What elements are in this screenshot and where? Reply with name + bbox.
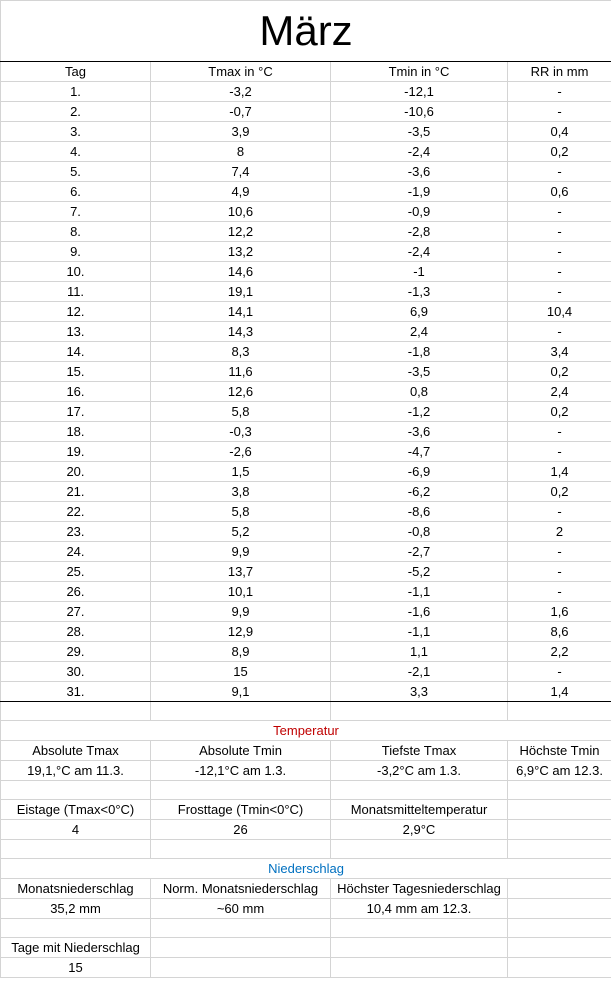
cell-tmin: -1,1	[331, 622, 508, 642]
cell-day: 20.	[1, 462, 151, 482]
cell-tmax: 10,6	[151, 202, 331, 222]
value-frost-days: 26	[151, 820, 331, 840]
cell-rr: -	[508, 102, 611, 122]
cell-day: 16.	[1, 382, 151, 402]
cell-tmax: 10,1	[151, 582, 331, 602]
table-row	[1, 522, 611, 542]
table-row	[1, 442, 611, 462]
cell-tmax: 12,9	[151, 622, 331, 642]
cell-tmax: 3,8	[151, 482, 331, 502]
label-abs-tmax: Absolute Tmax	[1, 741, 151, 761]
cell-day: 30.	[1, 662, 151, 682]
cell-tmax: 5,8	[151, 502, 331, 522]
table-row	[1, 502, 611, 522]
cell-tmin: -6,9	[331, 462, 508, 482]
cell-rr: -	[508, 662, 611, 682]
cell-rr: 8,6	[508, 622, 611, 642]
cell-rr: 0,2	[508, 142, 611, 162]
temperature-heading-row	[1, 721, 611, 741]
empty-row	[1, 781, 611, 800]
cell-day: 8.	[1, 222, 151, 242]
cell-day: 24.	[1, 542, 151, 562]
temp-values-row-2	[1, 820, 611, 840]
label-empty	[508, 800, 611, 820]
table-row	[1, 462, 611, 482]
cell-day: 18.	[1, 422, 151, 442]
cell-tmin: -3,6	[331, 422, 508, 442]
cell-tmax: 19,1	[151, 282, 331, 302]
value-abs-tmax: 19,1,°C am 11.3.	[1, 761, 151, 781]
cell-tmin: -8,6	[331, 502, 508, 522]
cell-rr: 1,4	[508, 682, 611, 702]
cell-day: 29.	[1, 642, 151, 662]
value-empty	[508, 958, 611, 978]
table-row	[1, 282, 611, 302]
table-row	[1, 682, 611, 702]
cell-day: 27.	[1, 602, 151, 622]
rain-values-row-2	[1, 958, 611, 978]
value-max-daily-precip: 10,4 mm am 12.3.	[331, 899, 508, 919]
temp-labels-row-2	[1, 800, 611, 820]
cell-tmax: 11,6	[151, 362, 331, 382]
cell-day: 11.	[1, 282, 151, 302]
cell-day: 31.	[1, 682, 151, 702]
cell-rr: 10,4	[508, 302, 611, 322]
cell-rr: -	[508, 262, 611, 282]
table-row	[1, 642, 611, 662]
cell-day: 17.	[1, 402, 151, 422]
header-tmax: Tmax in °C	[151, 62, 331, 82]
table-row	[1, 662, 611, 682]
cell-rr: 0,4	[508, 122, 611, 142]
temp-labels-row-1	[1, 741, 611, 761]
cell-tmin: -5,2	[331, 562, 508, 582]
cell-day: 9.	[1, 242, 151, 262]
table-row	[1, 542, 611, 562]
cell-tmax: 4,9	[151, 182, 331, 202]
label-empty	[508, 879, 611, 899]
label-rain-days: Tage mit Niederschlag	[1, 938, 151, 958]
cell-tmin: -1,3	[331, 282, 508, 302]
cell-rr: 2,2	[508, 642, 611, 662]
cell-tmin: -0,8	[331, 522, 508, 542]
cell-day: 12.	[1, 302, 151, 322]
table-row	[1, 402, 611, 422]
rain-values-row-1	[1, 899, 611, 919]
table-row	[1, 582, 611, 602]
cell-tmax: 7,4	[151, 162, 331, 182]
table-row	[1, 422, 611, 442]
cell-tmax: 1,5	[151, 462, 331, 482]
cell-rr: -	[508, 242, 611, 262]
cell-day: 15.	[1, 362, 151, 382]
value-lowest-tmax: -3,2°C am 1.3.	[331, 761, 508, 781]
cell-day: 23.	[1, 522, 151, 542]
table-row	[1, 102, 611, 122]
table-row	[1, 382, 611, 402]
cell-day: 6.	[1, 182, 151, 202]
cell-tmin: -2,1	[331, 662, 508, 682]
rain-labels-row-2	[1, 938, 611, 958]
value-monthly-precip: 35,2 mm	[1, 899, 151, 919]
cell-tmin: -1,6	[331, 602, 508, 622]
table-row	[1, 302, 611, 322]
table-row	[1, 242, 611, 262]
cell-day: 3.	[1, 122, 151, 142]
label-norm-precip: Norm. Monatsniederschlag	[151, 879, 331, 899]
cell-tmin: -3,5	[331, 122, 508, 142]
table-row	[1, 142, 611, 162]
cell-rr: 0,2	[508, 402, 611, 422]
cell-rr: 0,2	[508, 362, 611, 382]
cell-rr: -	[508, 202, 611, 222]
cell-tmax: 12,6	[151, 382, 331, 402]
cell-tmin: -1,1	[331, 582, 508, 602]
cell-day: 7.	[1, 202, 151, 222]
cell-rr: 0,2	[508, 482, 611, 502]
cell-rr: 2	[508, 522, 611, 542]
table-row	[1, 82, 611, 102]
cell-tmax: 14,1	[151, 302, 331, 322]
rain-labels-row-1	[1, 879, 611, 899]
value-highest-tmin: 6,9°C am 12.3.	[508, 761, 611, 781]
label-empty	[331, 938, 508, 958]
header-rr: RR in mm	[508, 62, 611, 82]
cell-tmax: 8	[151, 142, 331, 162]
cell-day: 10.	[1, 262, 151, 282]
cell-tmin: -2,4	[331, 142, 508, 162]
table-row	[1, 482, 611, 502]
cell-day: 21.	[1, 482, 151, 502]
cell-rr: -	[508, 322, 611, 342]
cell-day: 25.	[1, 562, 151, 582]
label-monthly-precip: Monatsniederschlag	[1, 879, 151, 899]
month-title: März	[1, 1, 611, 62]
label-max-daily-precip: Höchster Tagesniederschlag	[331, 879, 508, 899]
cell-rr: 2,4	[508, 382, 611, 402]
cell-tmin: -10,6	[331, 102, 508, 122]
cell-rr: 0,6	[508, 182, 611, 202]
value-empty	[508, 820, 611, 840]
precipitation-heading: Niederschlag	[1, 859, 611, 879]
table-row	[1, 122, 611, 142]
cell-tmin: -2,4	[331, 242, 508, 262]
cell-rr: -	[508, 582, 611, 602]
empty-row	[1, 702, 611, 721]
cell-tmin: -0,9	[331, 202, 508, 222]
cell-day: 2.	[1, 102, 151, 122]
value-abs-tmin: -12,1°C am 1.3.	[151, 761, 331, 781]
cell-tmin: -1,2	[331, 402, 508, 422]
cell-tmax: -3,2	[151, 82, 331, 102]
cell-day: 4.	[1, 142, 151, 162]
cell-day: 13.	[1, 322, 151, 342]
table-row	[1, 622, 611, 642]
cell-rr: -	[508, 162, 611, 182]
label-lowest-tmax: Tiefste Tmax	[331, 741, 508, 761]
value-empty	[508, 899, 611, 919]
cell-tmax: 15	[151, 662, 331, 682]
cell-rr: -	[508, 502, 611, 522]
table-row	[1, 162, 611, 182]
table-row	[1, 222, 611, 242]
cell-tmin: 3,3	[331, 682, 508, 702]
precipitation-heading-row	[1, 859, 611, 879]
cell-tmin: -12,1	[331, 82, 508, 102]
label-empty	[508, 938, 611, 958]
label-abs-tmin: Absolute Tmin	[151, 741, 331, 761]
label-ice-days: Eistage (Tmax<0°C)	[1, 800, 151, 820]
cell-tmax: 13,2	[151, 242, 331, 262]
cell-tmax: 3,9	[151, 122, 331, 142]
table-row	[1, 202, 611, 222]
value-mean-temp: 2,9°C	[331, 820, 508, 840]
header-day: Tag	[1, 62, 151, 82]
cell-tmin: -1,9	[331, 182, 508, 202]
cell-rr: 1,6	[508, 602, 611, 622]
cell-tmax: 9,9	[151, 542, 331, 562]
cell-tmax: -2,6	[151, 442, 331, 462]
cell-tmin: -6,2	[331, 482, 508, 502]
cell-rr: -	[508, 442, 611, 462]
cell-day: 1.	[1, 82, 151, 102]
cell-tmin: 6,9	[331, 302, 508, 322]
cell-day: 19.	[1, 442, 151, 462]
cell-tmax: 14,6	[151, 262, 331, 282]
cell-tmin: -1,8	[331, 342, 508, 362]
cell-tmax: -0,3	[151, 422, 331, 442]
table-row	[1, 362, 611, 382]
value-empty	[151, 958, 331, 978]
cell-tmax: 12,2	[151, 222, 331, 242]
table-row	[1, 342, 611, 362]
cell-tmin: -2,8	[331, 222, 508, 242]
cell-rr: -	[508, 562, 611, 582]
cell-rr: 3,4	[508, 342, 611, 362]
cell-rr: -	[508, 282, 611, 302]
table-row	[1, 602, 611, 622]
value-ice-days: 4	[1, 820, 151, 840]
cell-rr: -	[508, 82, 611, 102]
label-mean-temp: Monatsmitteltemperatur	[331, 800, 508, 820]
cell-tmin: -4,7	[331, 442, 508, 462]
cell-rr: -	[508, 222, 611, 242]
label-frost-days: Frosttage (Tmin<0°C)	[151, 800, 331, 820]
cell-rr: -	[508, 542, 611, 562]
cell-day: 28.	[1, 622, 151, 642]
cell-day: 26.	[1, 582, 151, 602]
cell-day: 14.	[1, 342, 151, 362]
cell-tmax: 5,2	[151, 522, 331, 542]
table-row	[1, 262, 611, 282]
label-highest-tmin: Höchste Tmin	[508, 741, 611, 761]
cell-tmax: 5,8	[151, 402, 331, 422]
cell-tmax: 14,3	[151, 322, 331, 342]
temp-values-row-1	[1, 761, 611, 781]
cell-rr: 1,4	[508, 462, 611, 482]
cell-tmax: -0,7	[151, 102, 331, 122]
cell-tmin: 0,8	[331, 382, 508, 402]
table-row	[1, 322, 611, 342]
cell-tmin: 1,1	[331, 642, 508, 662]
cell-tmin: -3,5	[331, 362, 508, 382]
value-rain-days: 15	[1, 958, 151, 978]
cell-tmin: 2,4	[331, 322, 508, 342]
cell-tmin: -3,6	[331, 162, 508, 182]
value-empty	[331, 958, 508, 978]
cell-tmax: 9,1	[151, 682, 331, 702]
empty-row	[1, 919, 611, 938]
cell-tmin: -2,7	[331, 542, 508, 562]
table-row	[1, 562, 611, 582]
cell-day: 22.	[1, 502, 151, 522]
cell-day: 5.	[1, 162, 151, 182]
label-empty	[151, 938, 331, 958]
cell-rr: -	[508, 422, 611, 442]
cell-tmax: 8,9	[151, 642, 331, 662]
temperature-heading: Temperatur	[1, 721, 611, 741]
header-row	[1, 62, 611, 82]
value-norm-precip: ~60 mm	[151, 899, 331, 919]
cell-tmax: 8,3	[151, 342, 331, 362]
cell-tmax: 9,9	[151, 602, 331, 622]
cell-tmax: 13,7	[151, 562, 331, 582]
cell-tmin: -1	[331, 262, 508, 282]
empty-row	[1, 840, 611, 859]
header-tmin: Tmin in °C	[331, 62, 508, 82]
table-row	[1, 182, 611, 202]
